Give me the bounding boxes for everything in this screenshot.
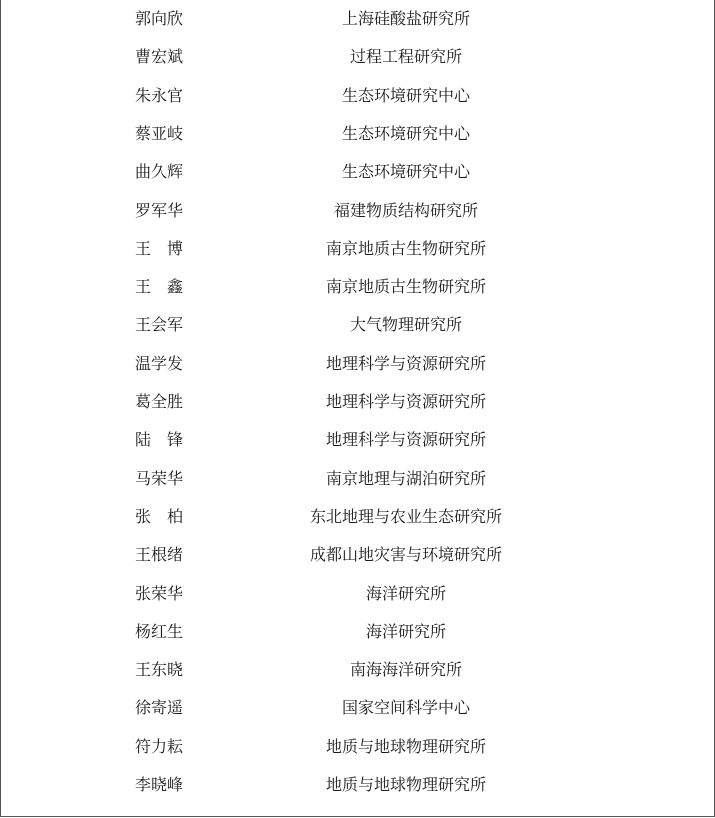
- person-name: 罗军华: [135, 200, 184, 220]
- person-name: 曹宏斌: [135, 47, 184, 67]
- person-name: 徐寄遥: [135, 698, 184, 718]
- institute-name: 上海硅酸盐研究所: [341, 9, 470, 28]
- institute-name: 海洋研究所: [365, 583, 446, 603]
- list-item: [1, 617, 714, 647]
- person-name: 张 柏: [135, 506, 184, 526]
- list-item: [1, 42, 714, 72]
- list-item: [1, 464, 714, 494]
- list-item: [1, 81, 714, 111]
- list-item: [1, 540, 714, 570]
- institute-name: 生态环境研究中心: [341, 85, 470, 105]
- list-item: [1, 502, 714, 532]
- person-name: 王东晓: [135, 660, 184, 680]
- institute-name: 地理科学与资源研究所: [325, 392, 486, 411]
- person-name: 马荣华: [135, 468, 184, 488]
- person-name: 王 鑫: [135, 277, 184, 297]
- person-name: 王根绪: [135, 545, 184, 565]
- institute-name: 地质与地球物理研究所: [325, 736, 486, 756]
- person-name: 王会军: [135, 315, 184, 335]
- person-name: 温学发: [135, 353, 184, 373]
- list-item: [1, 655, 714, 685]
- person-name: 张荣华: [135, 583, 184, 603]
- person-name: 郭向欣: [135, 9, 184, 28]
- list-item: [1, 234, 714, 264]
- institute-name: 生态环境研究中心: [341, 162, 470, 182]
- person-name: 蔡亚岐: [135, 123, 184, 143]
- person-name: 陆 锋: [135, 430, 184, 450]
- list-item: [1, 119, 714, 149]
- list-item: [1, 310, 714, 340]
- institute-name: 南海海洋研究所: [349, 660, 462, 680]
- person-name: 杨红生: [135, 621, 184, 641]
- institute-name: 大气物理研究所: [349, 315, 462, 335]
- institute-name: 东北地理与农业生态研究所: [309, 506, 502, 526]
- institute-name: 地质与地球物理研究所: [325, 775, 486, 794]
- list-item: [1, 196, 714, 226]
- person-name: 朱永官: [135, 85, 184, 105]
- list-item: [1, 272, 714, 302]
- person-name: 葛全胜: [135, 392, 184, 411]
- institute-name: 地理科学与资源研究所: [325, 353, 486, 373]
- institute-name: 成都山地灾害与环境研究所: [309, 545, 502, 565]
- institute-name: 过程工程研究所: [349, 47, 462, 67]
- list-item: [1, 387, 714, 417]
- list-item: [1, 425, 714, 455]
- list-item: [1, 4, 714, 34]
- list-item: [1, 732, 714, 762]
- institute-name: 南京地理与湖泊研究所: [325, 468, 486, 488]
- institute-name: 南京地质古生物研究所: [325, 277, 486, 297]
- person-name: 曲久辉: [135, 162, 184, 182]
- person-name: 王 博: [135, 238, 184, 258]
- person-name: 符力耘: [135, 736, 184, 756]
- institute-name: 国家空间科学中心: [341, 698, 470, 718]
- list-item: [1, 693, 714, 723]
- person-name: 李晓峰: [135, 775, 184, 794]
- list-item: [1, 349, 714, 379]
- institute-name: 海洋研究所: [365, 621, 446, 641]
- list-item: [1, 770, 714, 800]
- institute-name: 南京地质古生物研究所: [325, 238, 486, 258]
- institute-name: 生态环境研究中心: [341, 123, 470, 143]
- institute-name: 福建物质结构研究所: [333, 200, 478, 220]
- list-item: [1, 157, 714, 187]
- list-item: [1, 579, 714, 609]
- institute-name: 地理科学与资源研究所: [325, 430, 486, 450]
